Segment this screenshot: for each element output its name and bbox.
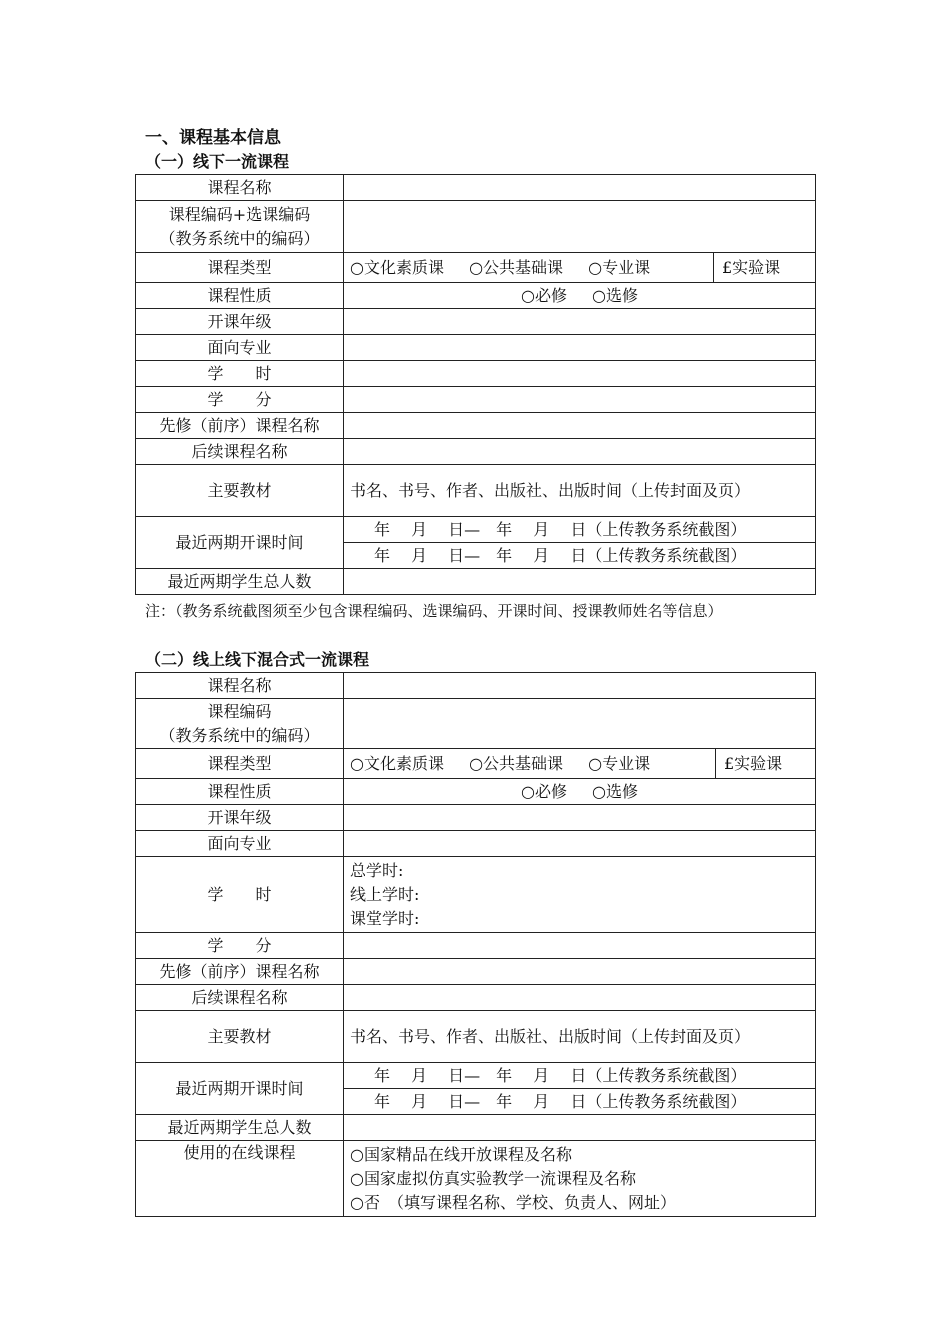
major-label: 面向专业: [136, 335, 344, 361]
blended-course-table: [135, 672, 816, 1217]
course-nature-label: 课程性质: [136, 283, 344, 309]
offline-note: 注：（教务系统截图须至少包含课程编码、选课编码、开课时间、授课教师姓名等信息）: [145, 602, 723, 620]
online-course-label: 使用的在线课程: [136, 1141, 344, 1217]
type-option-major[interactable]: ○专业课: [588, 257, 651, 277]
date-row-2[interactable]: [344, 543, 816, 569]
follow-label: 后续课程名称: [136, 439, 344, 465]
online-option-none[interactable]: ○否 （填写课程名称、学校、负责人、网址）: [350, 1192, 676, 1212]
course-nature-options: [344, 779, 816, 805]
date-row-1[interactable]: [344, 517, 816, 543]
textbook-field[interactable]: 书名、书号、作者、出版社、出版时间（上传封面及页）: [344, 465, 816, 517]
online-hours-line: 线上学时:: [350, 884, 420, 904]
type-option-basic[interactable]: ○公共基础课: [469, 753, 564, 773]
course-name-label: 课程名称: [136, 175, 344, 201]
prereq-field[interactable]: [344, 413, 816, 439]
type-option-lab[interactable]: £实验课: [714, 253, 816, 283]
course-code-label-main: 课程编码: [207, 701, 272, 721]
textbook-label: 主要教材: [136, 465, 344, 517]
course-code-field[interactable]: [344, 201, 816, 253]
hours-label: 学 时: [136, 361, 344, 387]
class-hours-line: 课堂学时:: [350, 908, 420, 928]
major-label: 面向专业: [136, 831, 344, 857]
credit-field[interactable]: [344, 387, 816, 413]
follow-label: 后续课程名称: [136, 985, 344, 1011]
course-code-field[interactable]: [344, 699, 816, 749]
course-code-label: [136, 699, 344, 749]
online-option-virtual[interactable]: ○国家虚拟仿真实验教学一流课程及名称: [350, 1168, 636, 1188]
course-type-label: 课程类型: [136, 749, 344, 779]
hours-field[interactable]: [344, 361, 816, 387]
students-field[interactable]: [344, 1115, 816, 1141]
date-row-2-text: 年 月 日— 年 月 日（上传教务系统截图）: [374, 545, 747, 565]
grade-field[interactable]: [344, 805, 816, 831]
nature-option-elective[interactable]: ○选修: [592, 781, 639, 801]
hours-field[interactable]: [344, 857, 816, 933]
course-name-field[interactable]: [344, 673, 816, 699]
total-hours-line: 总学时:: [350, 860, 404, 880]
course-code-label-main: 课程编码+选课编码: [168, 204, 311, 224]
type-option-lab[interactable]: £实验课: [716, 749, 816, 779]
students-label: 最近两期学生总人数: [136, 569, 344, 595]
textbook-label: 主要教材: [136, 1011, 344, 1063]
hours-label: 学 时: [136, 857, 344, 933]
online-option-quality[interactable]: ○国家精品在线开放课程及名称: [350, 1144, 572, 1164]
course-code-label-sub: （教务系统中的编码）: [159, 228, 320, 248]
offline-course-title: （一）线下一流课程: [145, 152, 290, 171]
date-row-1[interactable]: [344, 1063, 816, 1089]
nature-option-required[interactable]: ○必修: [520, 285, 567, 305]
course-code-label: [136, 201, 344, 253]
follow-field[interactable]: [344, 985, 816, 1011]
type-option-general[interactable]: ○文化素质课: [350, 753, 444, 773]
credit-label: 学 分: [136, 387, 344, 413]
recent-time-label: 最近两期开课时间: [136, 517, 344, 569]
type-option-general[interactable]: ○文化素质课: [350, 257, 444, 277]
major-field[interactable]: [344, 831, 816, 857]
section-title: 一、课程基本信息: [145, 128, 281, 148]
course-nature-label: 课程性质: [136, 779, 344, 805]
date-row-2-text: 年 月 日— 年 月 日（上传教务系统截图）: [374, 1091, 747, 1111]
grade-label: 开课年级: [136, 309, 344, 335]
type-option-basic[interactable]: ○公共基础课: [469, 257, 564, 277]
recent-time-label: 最近两期开课时间: [136, 1063, 344, 1115]
blended-course-title: （二）线上线下混合式一流课程: [145, 650, 370, 669]
nature-option-elective[interactable]: ○选修: [592, 285, 639, 305]
nature-option-required[interactable]: ○必修: [520, 781, 567, 801]
grade-label: 开课年级: [136, 805, 344, 831]
course-type-options: [344, 749, 716, 779]
prereq-field[interactable]: [344, 959, 816, 985]
date-row-2[interactable]: [344, 1089, 816, 1115]
type-option-major[interactable]: ○专业课: [588, 753, 651, 773]
date-row-1-text: 年 月 日— 年 月 日（上传教务系统截图）: [374, 519, 747, 539]
grade-field[interactable]: [344, 309, 816, 335]
prereq-label: 先修（前序）课程名称: [136, 959, 344, 985]
major-field[interactable]: [344, 335, 816, 361]
course-type-options: [344, 253, 714, 283]
course-nature-options: [344, 283, 816, 309]
course-type-label: 课程类型: [136, 253, 344, 283]
credit-label: 学 分: [136, 933, 344, 959]
credit-field[interactable]: [344, 933, 816, 959]
course-name-label: 课程名称: [136, 673, 344, 699]
prereq-label: 先修（前序）课程名称: [136, 413, 344, 439]
students-label: 最近两期学生总人数: [136, 1115, 344, 1141]
students-field[interactable]: [344, 569, 816, 595]
follow-field[interactable]: [344, 439, 816, 465]
offline-course-table: [135, 174, 816, 595]
textbook-field[interactable]: 书名、书号、作者、出版社、出版时间（上传封面及页）: [344, 1011, 816, 1063]
course-name-field[interactable]: [344, 175, 816, 201]
course-code-label-sub: （教务系统中的编码）: [159, 725, 320, 745]
online-course-options: [344, 1141, 816, 1217]
date-row-1-text: 年 月 日— 年 月 日（上传教务系统截图）: [374, 1065, 747, 1085]
